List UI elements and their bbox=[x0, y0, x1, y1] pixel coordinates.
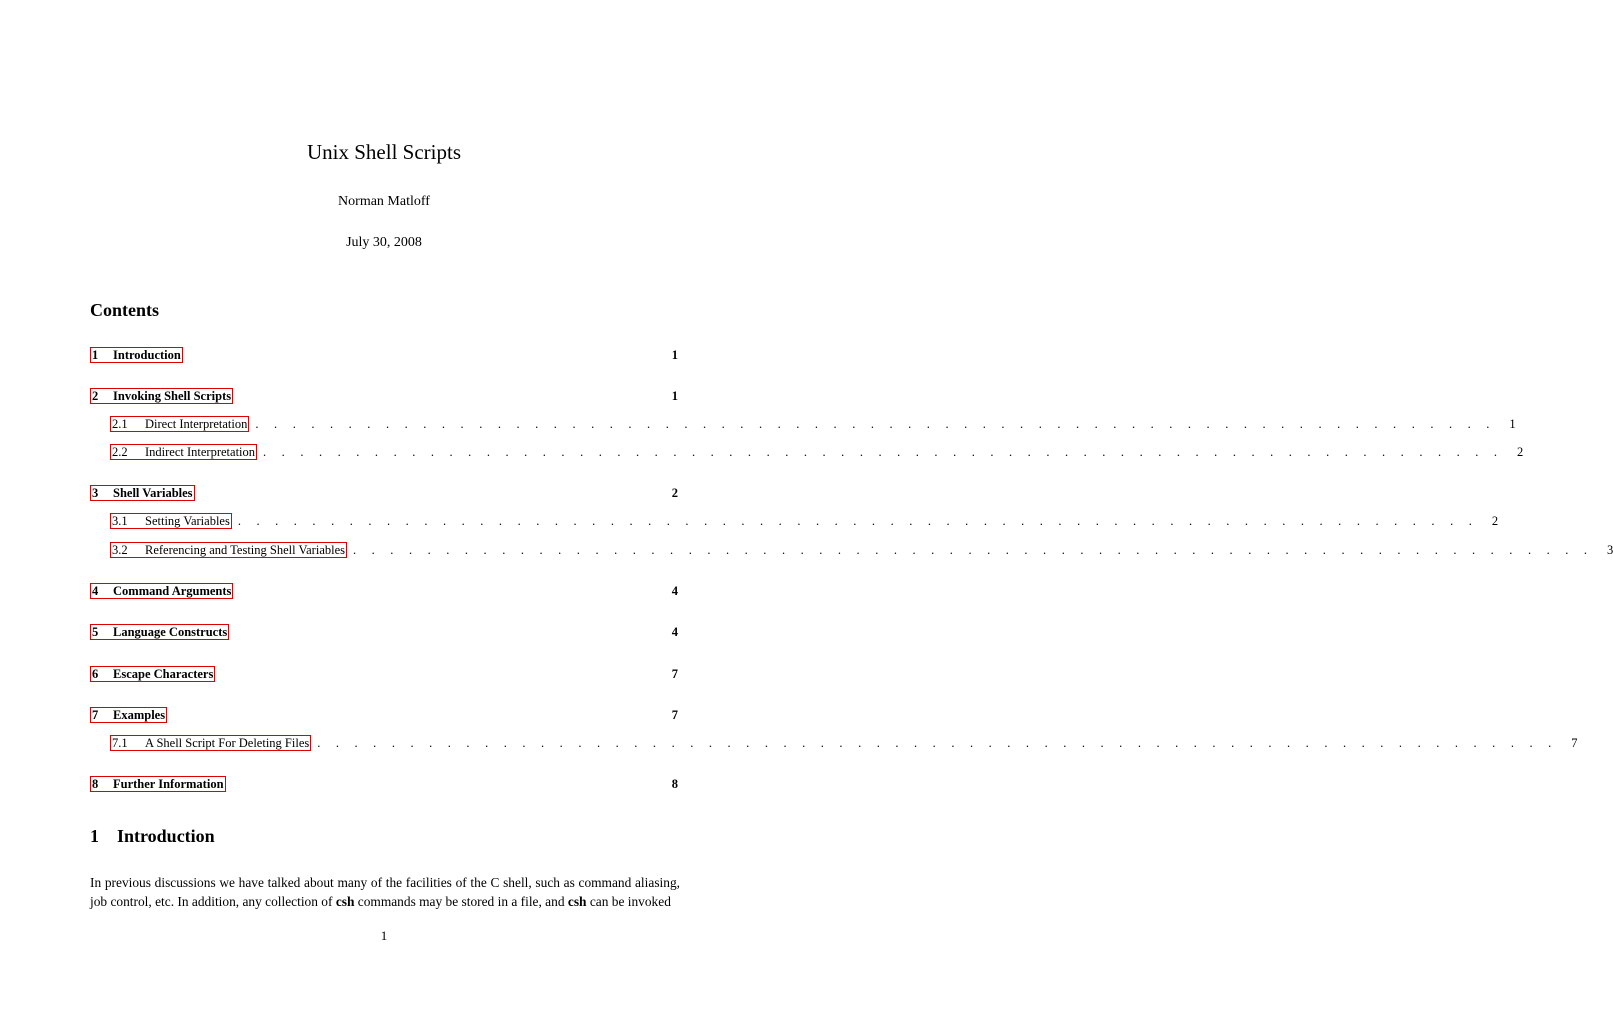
toc-number: 5 bbox=[92, 625, 99, 639]
toc-label: Invoking Shell Scripts bbox=[113, 389, 232, 403]
toc-leader-dots: . . . . . . . . . . . . . . . . . . . . . . . . . . . . . . . . . . . . . . . . . . . . . . . . . . . . . . . . . . . . . . . . . . . bbox=[237, 514, 1479, 528]
toc-label: Direct Interpretation bbox=[145, 417, 248, 431]
command-name: csh bbox=[335, 894, 355, 909]
toc-leader-dots: . . . . . . . . . . . . . . . . . . . . . . . . . . . . . . . . . . . . . . . . . . . . . . . . . . . . . . . . . . . . . . . . . . . bbox=[263, 445, 1504, 459]
toc-link[interactable] bbox=[110, 735, 311, 751]
toc-page-number: 2 bbox=[1517, 445, 1524, 459]
paragraph-line bbox=[90, 892, 680, 911]
command-name: csh bbox=[567, 894, 587, 909]
toc-link[interactable] bbox=[90, 624, 229, 640]
toc-entry bbox=[90, 775, 678, 793]
toc-page-number: 2 bbox=[671, 486, 678, 500]
toc-page-number: 7 bbox=[1571, 736, 1578, 750]
document-date: July 30, 2008 bbox=[346, 235, 422, 250]
toc-page-number: 1 bbox=[671, 348, 678, 362]
toc-label: Introduction bbox=[113, 348, 181, 362]
toc-entry bbox=[110, 415, 1516, 433]
toc-number: 1 bbox=[92, 348, 99, 362]
toc-label: Escape Characters bbox=[113, 667, 214, 681]
toc-link[interactable] bbox=[110, 416, 249, 432]
text-run: job control, etc. In addition, any collection of bbox=[90, 894, 336, 909]
toc-entry bbox=[110, 734, 1578, 752]
toc-entry bbox=[90, 623, 678, 641]
section-number: 1 bbox=[90, 826, 99, 846]
toc-page-number: 8 bbox=[671, 777, 678, 791]
toc-link[interactable] bbox=[110, 513, 232, 529]
toc-link[interactable] bbox=[90, 583, 233, 599]
toc-page-number: 7 bbox=[671, 708, 678, 722]
toc-page-number: 4 bbox=[671, 625, 678, 639]
document-author: Norman Matloff bbox=[338, 194, 430, 209]
toc-number: 4 bbox=[92, 584, 99, 598]
toc-number: 2.2 bbox=[112, 445, 128, 459]
toc-number: 2.1 bbox=[112, 417, 128, 431]
toc-link[interactable] bbox=[90, 707, 167, 723]
toc-entry bbox=[110, 541, 1613, 559]
paragraph-line: In previous discussions we have talked about many of the facilities of the C shell, such as command aliasing, bbox=[90, 875, 680, 890]
document-title: Unix Shell Scripts bbox=[306, 140, 461, 164]
toc-number: 3.2 bbox=[112, 543, 128, 557]
toc-link[interactable] bbox=[90, 388, 233, 404]
toc-link[interactable] bbox=[110, 542, 347, 558]
toc-leader-dots: . . . . . . . . . . . . . . . . . . . . . . . . . . . . . . . . . . . . . . . . . . . . . . . . . . . . . . . . . . . . . . . . . . . bbox=[353, 543, 1594, 557]
toc-label: Language Constructs bbox=[113, 625, 228, 639]
toc-leader-dots: . . . . . . . . . . . . . . . . . . . . . . . . . . . . . . . . . . . . . . . . . . . . . . . . . . . . . . . . . . . . . . . . . . . bbox=[255, 417, 1496, 431]
toc-link[interactable] bbox=[110, 444, 257, 460]
toc-entry bbox=[90, 582, 678, 600]
toc-page-number: 1 bbox=[671, 389, 678, 403]
toc-label: A Shell Script For Deleting Files bbox=[145, 736, 310, 750]
toc-page-number: 4 bbox=[671, 584, 678, 598]
toc-number: 3.1 bbox=[112, 514, 128, 528]
toc-number: 6 bbox=[92, 667, 99, 681]
toc-link[interactable] bbox=[90, 347, 183, 363]
toc-label: Referencing and Testing Shell Variables bbox=[145, 543, 345, 557]
toc-number: 7.1 bbox=[112, 736, 128, 750]
toc-label: Command Arguments bbox=[113, 584, 232, 598]
toc-entry bbox=[90, 484, 678, 502]
toc-entry bbox=[90, 387, 678, 405]
text-run: can be invoked bbox=[586, 894, 671, 909]
toc-entry bbox=[90, 665, 678, 683]
toc-entry bbox=[90, 706, 678, 724]
toc-page-number: 3 bbox=[1606, 543, 1613, 557]
toc-label: Setting Variables bbox=[145, 514, 230, 528]
toc-label: Further Information bbox=[113, 777, 224, 791]
toc-number: 8 bbox=[92, 777, 99, 791]
toc-entry bbox=[110, 443, 1524, 461]
toc-number: 2 bbox=[92, 389, 99, 403]
contents-heading: Contents bbox=[90, 300, 160, 320]
toc-label: Indirect Interpretation bbox=[145, 445, 256, 459]
body-paragraph bbox=[90, 873, 680, 911]
toc-link[interactable] bbox=[90, 485, 195, 501]
toc-page-number: 7 bbox=[671, 667, 678, 681]
toc-number: 7 bbox=[92, 708, 99, 722]
text-run: commands may be stored in a file, and bbox=[354, 894, 568, 909]
toc-link[interactable] bbox=[90, 666, 215, 682]
section-title: Introduction bbox=[117, 826, 215, 846]
page-number: 1 bbox=[380, 928, 388, 943]
toc-entry bbox=[110, 512, 1499, 530]
toc-label: Examples bbox=[113, 708, 166, 722]
section-heading bbox=[90, 826, 215, 847]
toc-page-number: 1 bbox=[1509, 417, 1516, 431]
toc-number: 3 bbox=[92, 486, 99, 500]
toc-entry bbox=[90, 346, 678, 364]
toc-leader-dots: . . . . . . . . . . . . . . . . . . . . . . . . . . . . . . . . . . . . . . . . . . . . . . . . . . . . . . . . . . . . . . . . . . . bbox=[317, 736, 1558, 750]
toc-label: Shell Variables bbox=[113, 486, 193, 500]
toc-page-number: 2 bbox=[1491, 514, 1499, 528]
toc-link[interactable] bbox=[90, 776, 226, 792]
